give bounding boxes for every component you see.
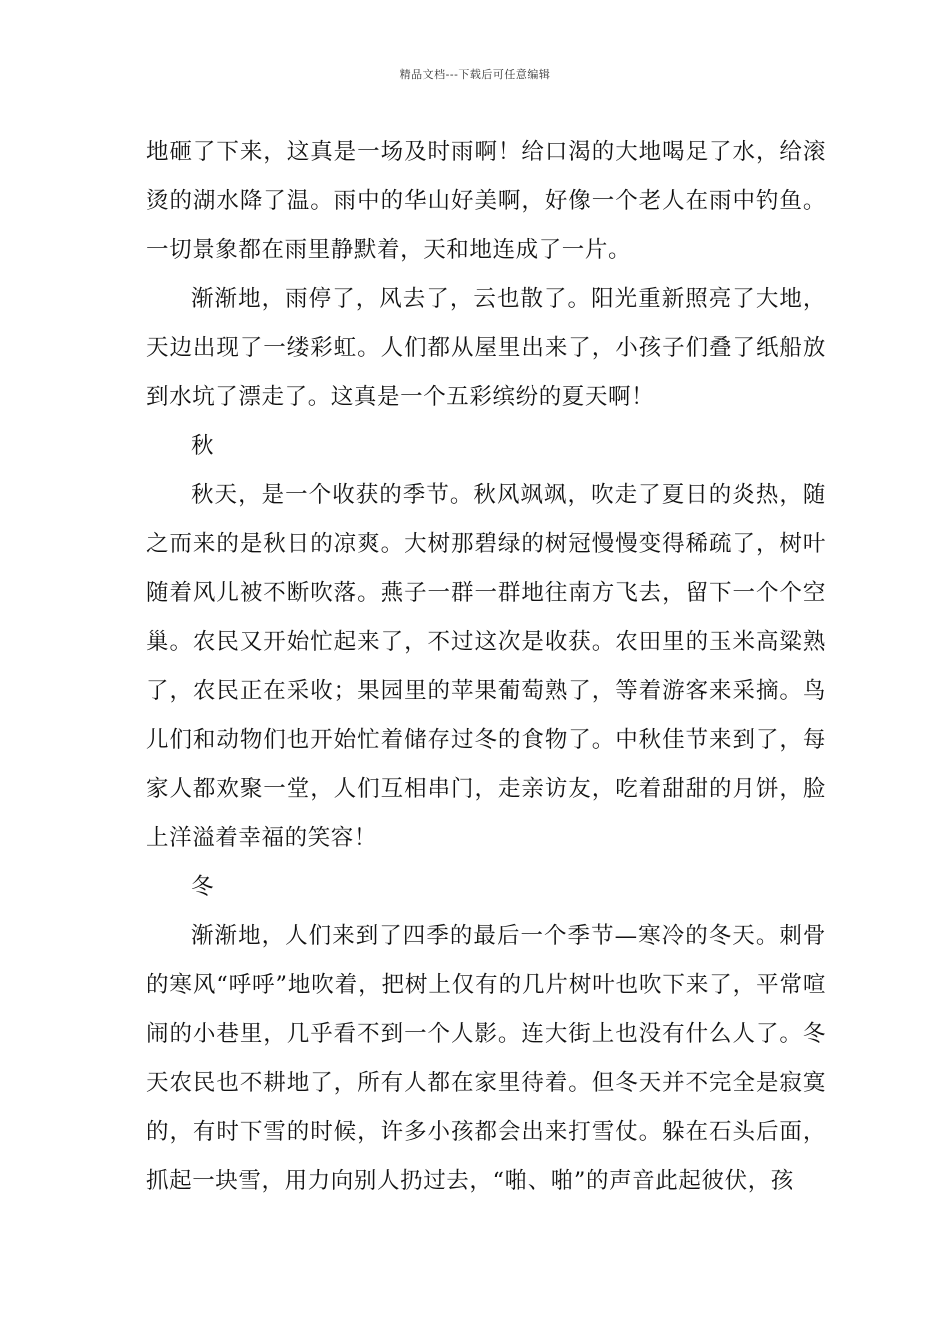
section-heading-autumn: 秋: [191, 433, 215, 459]
document-body: [146, 128, 826, 1206]
page-header: 精品文档---下载后可任意编辑: [399, 68, 551, 81]
section-heading-winter: 冬: [191, 874, 215, 900]
paragraph-rain: 地砸了下来，这真是一场及时雨啊！给口渴的大地喝足了水，给滚烫的湖水降了温。雨中的华山好美啊，好像一个老人在雨中钓鱼。一切景象都在雨里静默着，天和地连成了一片。: [146, 139, 826, 263]
paragraph-rainbow: 渐渐地，雨停了，风去了，云也散了。阳光重新照亮了大地，天边出现了一缕彩虹。人们都从屋里出来了，小孩子们叠了纸船放到水坑了漂走了。这真是一个五彩缤纷的夏天啊！: [146, 286, 826, 410]
paragraph-winter: 渐渐地，人们来到了四季的最后一个季节—寒冷的冬天。刺骨的寒风“呼呼”地吹着，把树上仅有的几片树叶也吹下来了，平常喧闹的小巷里，几乎看不到一个人影。连大街上也没有什么人了。冬天农民也不耕地了，所有人都在家里待着。但冬天并不完全是寂寞的，有时下雪的时候，许多小孩都会出来打雪仗。躲在石头后面，抓起一块雪，用力向别人扔过去，“啪、啪”的声音此起彼伏，孩: [146, 923, 826, 1194]
paragraph-autumn: 秋天，是一个收获的季节。秋风飒飒，吹走了夏日的炎热，随之而来的是秋日的凉爽。大树那碧绿的树冠慢慢变得稀疏了，树叶随着风儿被不断吹落。燕子一群一群地往南方飞去，留下一个个空巢。农民又开始忙起来了，不过这次是收获。农田里的玉米高粱熟了，农民正在采收；果园里的苹果葡萄熟了，等着游客来采摘。鸟儿们和动物们也开始忙着储存过冬的食物了。中秋佳节来到了，每家人都欢聚一堂，人们互相串门，走亲访友，吃着甜甜的月饼，脸上洋溢着幸福的笑容！: [146, 482, 826, 851]
